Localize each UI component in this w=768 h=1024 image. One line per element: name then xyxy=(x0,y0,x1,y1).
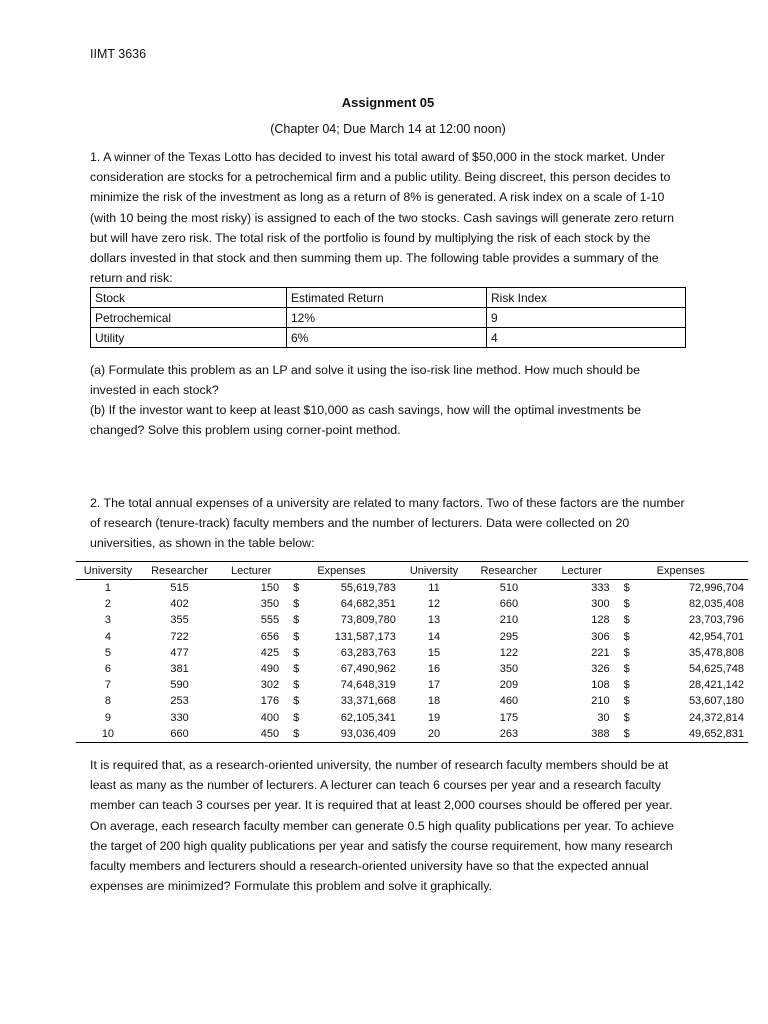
table-cell: 6 xyxy=(104,663,111,676)
table-cell: 9 xyxy=(104,711,111,724)
table-cell: 402 xyxy=(170,598,189,611)
table-cell: 24,372,814 xyxy=(688,711,744,724)
table-cell: 10 xyxy=(76,726,140,743)
table-row xyxy=(76,710,748,726)
table-cell: 656 xyxy=(260,630,280,643)
table-cell: 263 xyxy=(468,726,550,743)
table-cell: 93,036,409 xyxy=(305,726,400,743)
table-cell: 1 xyxy=(104,582,111,595)
column-header: Estimated Return xyxy=(287,288,487,308)
currency-symbol: $ xyxy=(623,582,630,595)
table-cell: 722 xyxy=(170,630,189,643)
table-cell: 62,105,341 xyxy=(340,711,396,724)
table-row xyxy=(76,661,748,677)
currency-symbol: $ xyxy=(293,582,300,595)
table-cell: 210 xyxy=(499,614,519,627)
table-cell: 7 xyxy=(104,679,111,692)
table-cell: 450 xyxy=(219,726,283,743)
table-cell: 54,625,748 xyxy=(688,663,744,676)
column-header: Researcher xyxy=(468,562,550,580)
table-cell: 55,619,783 xyxy=(340,582,396,595)
table-row xyxy=(76,726,748,743)
table-cell: 18 xyxy=(427,695,441,708)
course-code: IIMT 3636 xyxy=(90,47,147,61)
question-1-text: 1. A winner of the Texas Lotto has decided to invest his total award of $50,000 in the stock market. Under consideration are stocks for a petrochemical firm and a public utility. Being discreet, this person decides to minimize the risk of the investment as long as a return of 8% is generated. A risk index on a scale of 1-10 (with 10 being the most risky) is assigned to each of the two stocks. Cash savings will generate zero return but will have zero risk. The total risk of the portfolio is found by multiplying the risk of each stock by the dollars invested in that stock and then summing them up. The following table provides a summary of the return and risk: xyxy=(90,150,675,286)
table-cell: 477 xyxy=(170,646,189,659)
table-cell: 302 xyxy=(260,679,280,692)
table-cell: 64,682,351 xyxy=(340,598,396,611)
table-cell: 42,954,701 xyxy=(688,630,744,643)
column-header: Stock xyxy=(91,288,287,308)
currency-symbol: $ xyxy=(614,726,647,743)
table-cell: 425 xyxy=(260,646,280,659)
table-cell: 210 xyxy=(591,695,610,708)
column-header: Expenses xyxy=(614,562,748,580)
table-cell: 490 xyxy=(260,663,280,676)
table-cell: 660 xyxy=(499,598,519,611)
table-cell: 122 xyxy=(499,646,519,659)
table-cell: 333 xyxy=(591,582,610,595)
currency-symbol: $ xyxy=(623,630,630,643)
table-cell: 128 xyxy=(591,614,610,627)
table-cell: 74,648,319 xyxy=(340,679,396,692)
table-cell: 108 xyxy=(591,679,610,692)
column-header: University xyxy=(76,562,140,580)
university-expenses-table xyxy=(76,561,748,743)
table-cell: 4 xyxy=(487,328,686,348)
question-2-intro: 2. The total annual expenses of a university are related to many factors. Two of these factors are the number of research (tenure-track) faculty members and the number of lecturers. Data were collected on 20 universities, as shown in the table below: xyxy=(90,496,685,551)
table-cell: 253 xyxy=(170,695,189,708)
table-cell: 510 xyxy=(499,582,519,595)
question-2-conclusion: It is required that, as a research-oriented university, the number of research faculty members should be at least as many as the number of lecturers. A lecturer can teach 6 courses per year and a research faculty member can teach 3 courses per year. It is required that at least 2,000 courses should be offered per year. On average, each research faculty member can generate 0.5 high quality publications per year. To achieve the target of 200 high quality publications per year and satisfy the course requirement, how many research faculty members and lecturers should a research-oriented university have so that the expected annual expenses are minimized? Formulate this problem and solve it graphically. xyxy=(90,758,674,894)
table-row xyxy=(91,328,686,348)
table-cell: 515 xyxy=(170,582,189,595)
table-cell: 16 xyxy=(427,663,441,676)
table-cell: 388 xyxy=(550,726,614,743)
currency-symbol: $ xyxy=(293,695,300,708)
stock-risk-table xyxy=(90,287,686,348)
table-header-row xyxy=(91,288,686,308)
table-cell: 131,587,173 xyxy=(334,630,396,643)
table-cell: 20 xyxy=(400,726,468,743)
currency-symbol: $ xyxy=(293,646,300,659)
table-cell: 460 xyxy=(499,695,519,708)
table-cell: 221 xyxy=(591,646,610,659)
table-cell: 53,607,180 xyxy=(688,695,744,708)
table-cell: 306 xyxy=(591,630,610,643)
currency-symbol: $ xyxy=(293,598,300,611)
column-header: Expenses xyxy=(283,562,400,580)
currency-symbol: $ xyxy=(293,614,300,627)
table-cell: 209 xyxy=(499,679,519,692)
table-cell: 6% xyxy=(287,328,487,348)
table-cell: 176 xyxy=(260,695,280,708)
table-cell: 5 xyxy=(104,646,111,659)
table-cell: 12% xyxy=(287,308,487,328)
table-row xyxy=(76,596,748,612)
question-1-part-b: (b) If the investor want to keep at least $10,000 as cash savings, how will the optimal investments be changed? Solve this problem using corner-point method. xyxy=(90,403,641,438)
table-row xyxy=(76,693,748,709)
table-cell: 660 xyxy=(140,726,219,743)
table-cell: 14 xyxy=(427,630,441,643)
table-row xyxy=(76,645,748,661)
table-cell: 590 xyxy=(170,679,189,692)
table-cell: 350 xyxy=(499,663,519,676)
table-row xyxy=(76,629,748,645)
table-cell: 11 xyxy=(428,582,440,595)
table-cell: 17 xyxy=(427,679,441,692)
table-cell: 295 xyxy=(499,630,519,643)
table-cell: 555 xyxy=(260,614,280,627)
table-cell: 400 xyxy=(260,711,280,724)
table-row xyxy=(76,612,748,628)
table-cell: 63,283,763 xyxy=(340,646,396,659)
table-row xyxy=(76,677,748,693)
column-header: Lecturer xyxy=(219,562,283,580)
table-cell: 326 xyxy=(591,663,610,676)
table-cell: 12 xyxy=(427,598,441,611)
table-cell: 30 xyxy=(597,711,610,724)
table-cell: 330 xyxy=(170,711,189,724)
currency-symbol: $ xyxy=(293,711,300,724)
column-header: Lecturer xyxy=(550,562,614,580)
table-cell: 150 xyxy=(260,582,280,595)
table-cell: 67,490,962 xyxy=(340,663,396,676)
currency-symbol: $ xyxy=(623,695,630,708)
table-cell: 9 xyxy=(487,308,686,328)
currency-symbol: $ xyxy=(623,614,630,627)
table-cell: Petrochemical xyxy=(91,308,287,328)
assignment-title: Assignment 05 xyxy=(341,95,435,110)
table-cell: 72,996,704 xyxy=(688,582,744,595)
table-cell: Utility xyxy=(91,328,287,348)
table-cell: 350 xyxy=(260,598,280,611)
table-cell: 2 xyxy=(104,598,111,611)
table-cell: 19 xyxy=(427,711,441,724)
table-cell: 15 xyxy=(427,646,441,659)
table-cell: 23,703,796 xyxy=(688,614,744,627)
table-cell: 33,371,668 xyxy=(340,695,396,708)
column-header: Researcher xyxy=(140,562,219,580)
currency-symbol: $ xyxy=(623,646,630,659)
table-cell: 73,809,780 xyxy=(340,614,396,627)
currency-symbol: $ xyxy=(623,598,630,611)
currency-symbol: $ xyxy=(293,679,300,692)
table-cell: 381 xyxy=(170,663,189,676)
table-cell: 175 xyxy=(499,711,519,724)
currency-symbol: $ xyxy=(283,726,305,743)
table-cell: 35,478,808 xyxy=(688,646,744,659)
currency-symbol: $ xyxy=(623,663,630,676)
assignment-subtitle: (Chapter 04; Due March 14 at 12:00 noon) xyxy=(270,122,506,136)
table-cell: 3 xyxy=(104,614,111,627)
table-cell: 4 xyxy=(104,630,111,643)
currency-symbol: $ xyxy=(623,711,630,724)
table-cell: 13 xyxy=(427,614,441,627)
currency-symbol: $ xyxy=(623,679,630,692)
table-row xyxy=(76,580,748,597)
table-row xyxy=(91,308,686,328)
table-cell: 49,652,831 xyxy=(647,726,748,743)
currency-symbol: $ xyxy=(293,663,300,676)
table-cell: 355 xyxy=(170,614,189,627)
table-cell: 82,035,408 xyxy=(688,598,744,611)
column-header: Risk Index xyxy=(487,288,686,308)
table-cell: 8 xyxy=(104,695,111,708)
university-table-body xyxy=(76,580,748,743)
table-header-row xyxy=(76,562,748,580)
question-1-part-a: (a) Formulate this problem as an LP and solve it using the iso-risk line method. How much should be invested in each stock? xyxy=(90,363,641,398)
table-cell: 300 xyxy=(591,598,610,611)
table-cell: 28,421,142 xyxy=(688,679,744,692)
currency-symbol: $ xyxy=(293,630,300,643)
column-header: University xyxy=(400,562,468,580)
